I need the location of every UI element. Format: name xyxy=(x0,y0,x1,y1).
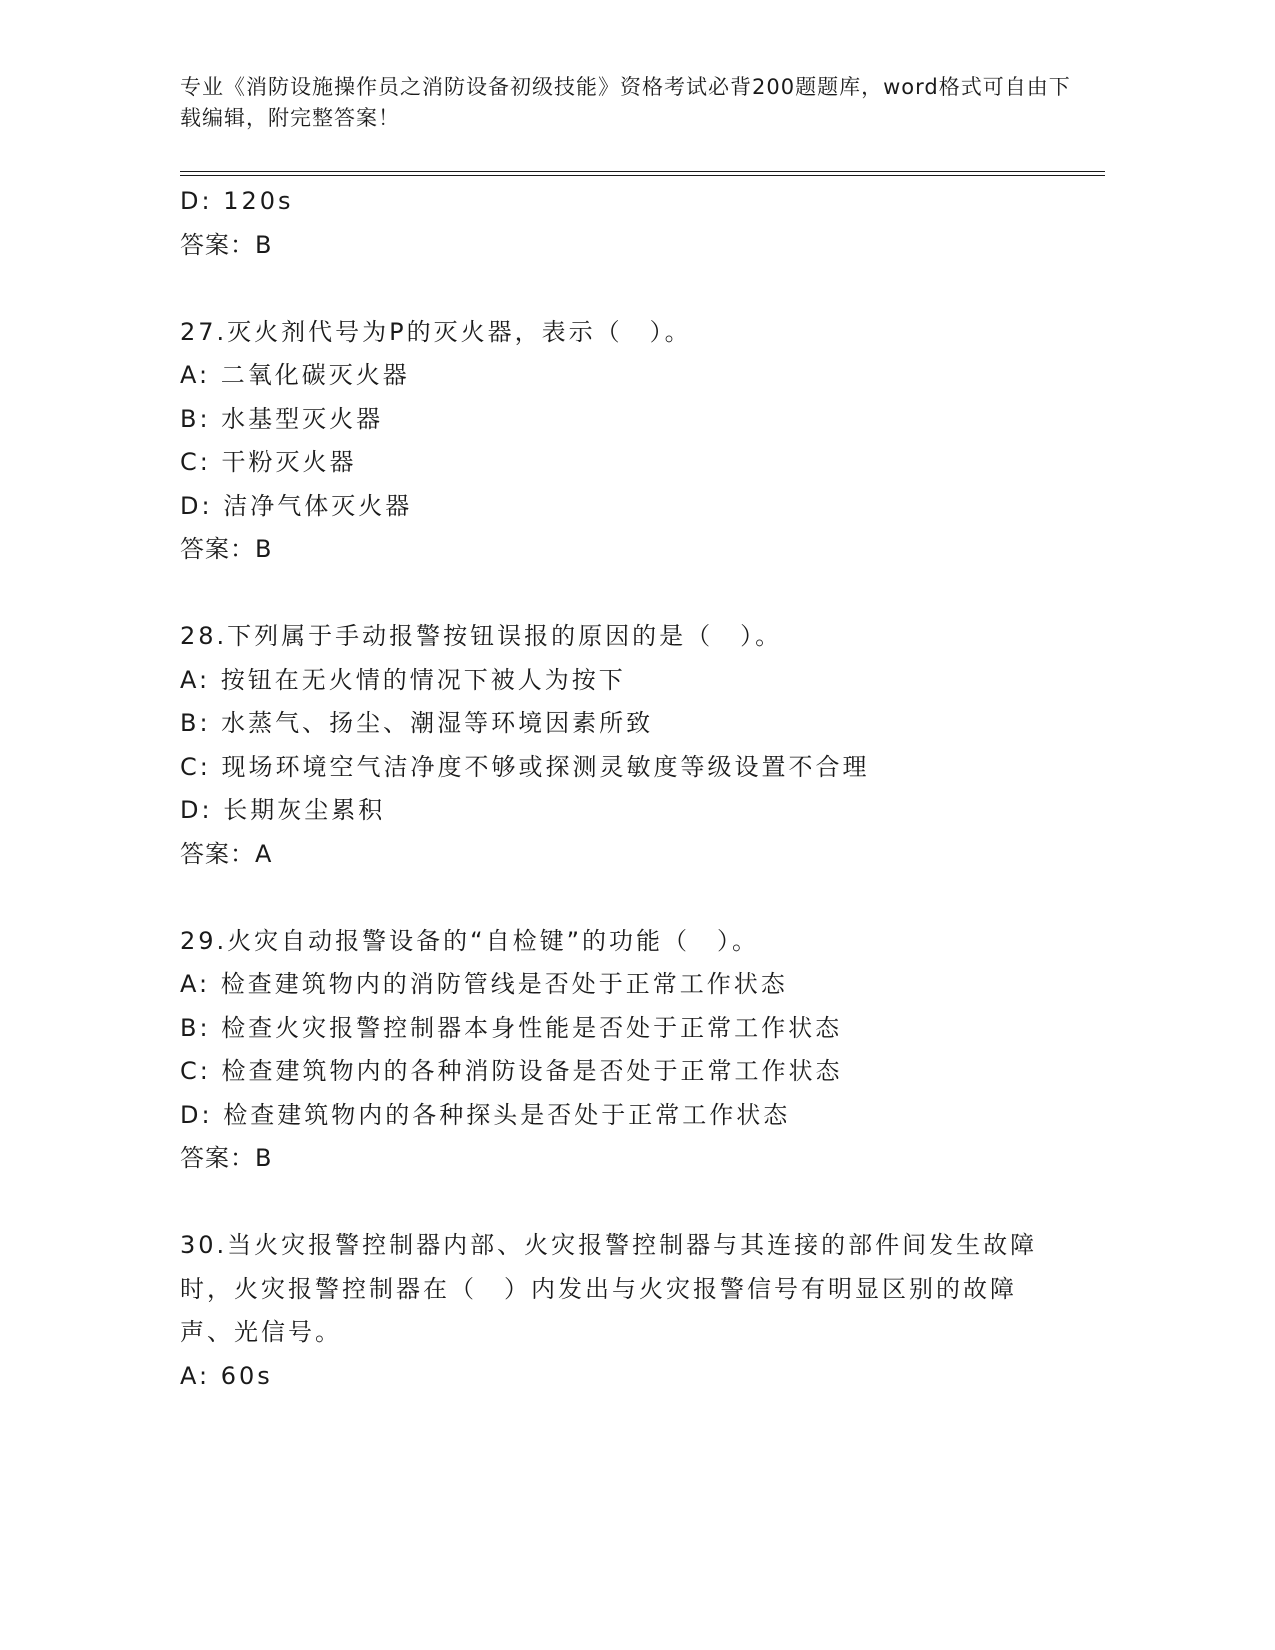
document-header xyxy=(180,72,1080,134)
option-c: C: 检查建筑物内的各种消防设备是否处于正常工作状态 xyxy=(180,1057,843,1085)
option-c: C: 现场环境空气洁净度不够或探测灵敏度等级设置不合理 xyxy=(180,752,870,781)
option-d: D: 120s xyxy=(180,187,294,215)
option-b: B: 检查火灾报警控制器本身性能是否处于正常工作状态 xyxy=(180,1013,843,1042)
question-text: 27.灭火剂代号为P的灭火器，表示（ ）。 xyxy=(180,317,692,346)
option-a: A: 60s xyxy=(180,1361,273,1390)
header-divider-top xyxy=(180,171,1105,172)
document-title: 专业《消防设施操作员之消防设备初级技能》资格考试必背200题题库，word格式可自由下载编辑，附完整答案！ xyxy=(180,75,1071,130)
answer-line: 答案：B xyxy=(180,535,273,563)
option-d: D: 长期灰尘累积 xyxy=(180,796,386,824)
header-divider-bottom xyxy=(180,175,1105,176)
question-29 xyxy=(180,920,1060,1181)
question-list xyxy=(180,180,1060,1398)
option-b: B: 水蒸气、扬尘、潮湿等环境因素所致 xyxy=(180,709,654,737)
question-text: 30.当火灾报警控制器内部、火灾报警控制器与其连接的部件间发生故障时，火灾报警控制器在（ ）内发出与火灾报警信号有明显区别的故障声、光信号。 xyxy=(180,1231,1038,1346)
question-text: 29.火灾自动报警设备的“自检键”的功能（ ）。 xyxy=(180,926,760,955)
option-b: B: 水基型灭火器 xyxy=(180,404,384,433)
answer-line: 答案：B xyxy=(180,230,273,259)
question-30 xyxy=(180,1224,1060,1398)
option-c: C: 干粉灭火器 xyxy=(180,448,357,476)
option-a: A: 二氧化碳灭火器 xyxy=(180,361,410,389)
answer-line: 答案：A xyxy=(180,839,273,868)
answer-line: 答案：B xyxy=(180,1144,273,1172)
option-d: D: 洁净气体灭火器 xyxy=(180,491,413,520)
question-27 xyxy=(180,311,1060,572)
option-a: A: 按钮在无火情的情况下被人为按下 xyxy=(180,665,626,694)
option-a: A: 检查建筑物内的消防管线是否处于正常工作状态 xyxy=(180,970,788,998)
question-28 xyxy=(180,615,1060,876)
option-d: D: 检查建筑物内的各种探头是否处于正常工作状态 xyxy=(180,1100,791,1129)
question-text: 28.下列属于手动报警按钮误报的原因的是（ ）。 xyxy=(180,622,783,650)
